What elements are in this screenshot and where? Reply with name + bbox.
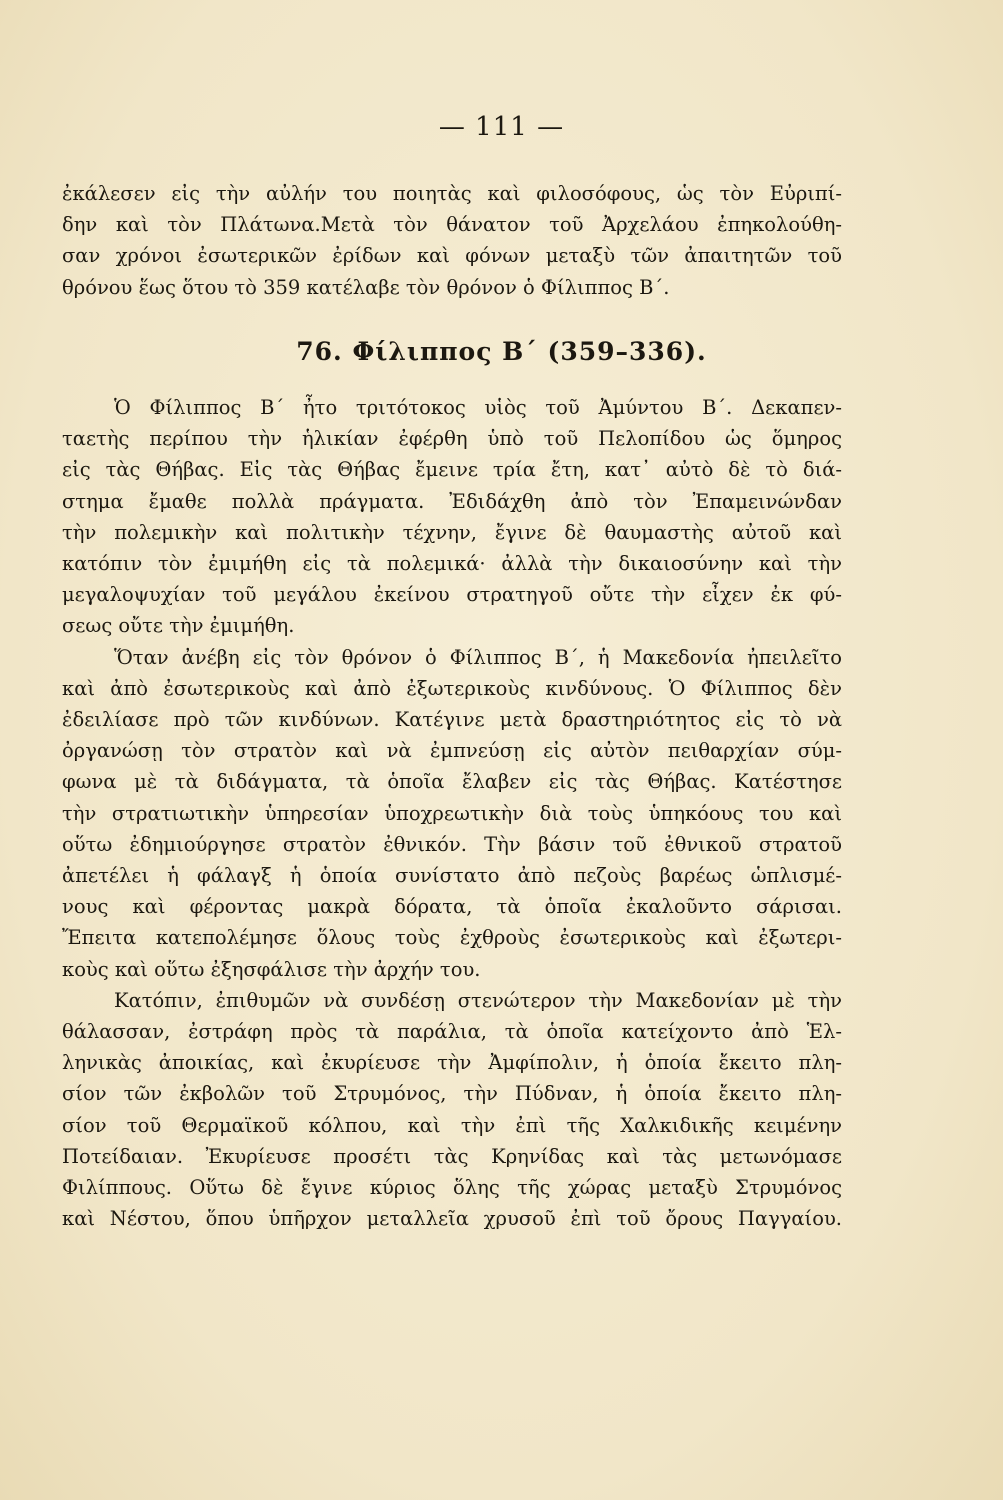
text-line: δην καὶ τὸν Πλάτωνα.Μετὰ τὸν θάνατον τοῦ Ἀρχελάου ἐπηκολούθη- (62, 213, 842, 237)
text-line: ἀπετέλει ἡ φάλαγξ ἡ ὁποία συνίστατο ἀπὸ πεζοὺς βαρέως ὡπλισμέ- (62, 864, 842, 888)
text-line: ὀργανώσῃ τὸν στρατὸν καὶ νὰ ἐμπνεύσῃ εἰς αὐτὸν πειθαρχίαν σύμ- (62, 739, 842, 763)
text-line: φωνα μὲ τὰ διδάγματα, τὰ ὁποῖα ἔλαβεν εἰς τὰς Θήβας. Κατέστησε (62, 770, 842, 794)
text-line: Ἔπειτα κατεπολέμησε ὅλους τοὺς ἐχθροὺς ἐσωτερικοὺς καὶ ἐξωτερι- (62, 926, 842, 950)
section-body (62, 392, 842, 1234)
text-line: στημα ἔμαθε πολλὰ πράγματα. Ἐδιδάχθη ἀπὸ τὸν Ἐπαμεινώνδαν (62, 489, 842, 513)
text-line: σίον τοῦ Θερμαϊκοῦ κόλπου, καὶ τὴν ἐπὶ τῆς Χαλκιδικῆς κειμένην (62, 1113, 842, 1137)
text-line: Ὅταν ἀνέβη εἰς τὸν θρόνον ὁ Φίλιππος Β΄, ἡ Μακεδονία ἠπειλεῖτο (114, 645, 842, 669)
text-line: θάλασσαν, ἐστράφη πρὸς τὰ παράλια, τὰ ὁποῖα κατείχοντο ἀπὸ Ἑλ- (62, 1020, 842, 1044)
text-line: μεγαλοψυχίαν τοῦ μεγάλου ἐκείνου στρατηγοῦ οὔτε τὴν εἶχεν ἐκ φύ- (62, 583, 842, 607)
text-line: τὴν πολεμικὴν καὶ πολιτικὴν τέχνην, ἔγινε δὲ θαυμαστὴς αὐτοῦ καὶ (62, 520, 842, 544)
text-line: Φιλίππους. Οὕτω δὲ ἔγινε κύριος ὅλης τῆς χώρας μεταξὺ Στρυμόνος (62, 1176, 842, 1200)
text-line: Ὁ Φίλιππος Β΄ ἦτο τριτότοκος υἱὸς τοῦ Ἀμύντου Β΄. Δεκαπεν- (114, 396, 842, 419)
text-line: κατόπιν τὸν ἐμιμήθη εἰς τὰ πολεμικά· ἀλλὰ τὴν δικαιοσύνην καὶ τὴν (62, 552, 842, 576)
text-line: Κατόπιν, ἐπιθυμῶν νὰ συνδέσῃ στενώτερον τὴν Μακεδονίαν μὲ τὴν (114, 988, 842, 1012)
page-number: — 111 — (438, 112, 565, 142)
text-line: ἐκάλεσεν εἰς τὴν αὐλήν του ποιητὰς καὶ φιλοσόφους, ὡς τὸν Εὐριπί- (62, 182, 842, 205)
section-heading: 76. Φίλιππος Β΄ (359–336). (296, 337, 707, 366)
text-line: ληνικὰς ἀποικίας, καὶ ἐκυρίευσε τὴν Ἀμφίπολιν, ἡ ὁποία ἔκειτο πλη- (62, 1051, 842, 1075)
text-line: τὴν στρατιωτικὴν ὑπηρεσίαν ὑποχρεωτικὴν διὰ τοὺς ὑπηκόους του καὶ (62, 801, 842, 825)
text-line: σαν χρόνοι ἐσωτερικῶν ἐρίδων καὶ φόνων μεταξὺ τῶν ἀπαιτητῶν τοῦ (62, 244, 842, 268)
text-line: κοὺς καὶ οὕτω ἐξησφάλισε τὴν ἀρχήν του. (62, 957, 481, 981)
intro-paragraph (62, 178, 842, 303)
text-line: καὶ ἀπὸ ἐσωτερικοὺς καὶ ἀπὸ ἐξωτερικοὺς κινδύνους. Ὁ Φίλιππος δὲν (62, 676, 842, 700)
text-line: εἰς τὰς Θήβας. Εἰς τὰς Θήβας ἔμεινε τρία ἔτη, κατ᾽ αὐτὸ δὲ τὸ διά- (62, 458, 842, 482)
text-line: θρόνου ἕως ὅτου τὸ 359 κατέλαβε τὸν θρόνον ὁ Φίλιππος Β΄. (62, 275, 670, 299)
text-line: σίον τῶν ἐκβολῶν τοῦ Στρυμόνος, τὴν Πύδναν, ἡ ὁποία ἔκειτο πλη- (62, 1082, 842, 1106)
text-line: οὕτω ἐδημιούργησε στρατὸν ἐθνικόν. Τὴν βάσιν τοῦ ἐθνικοῦ στρατοῦ (62, 832, 842, 856)
text-line: ἐδειλίασε πρὸ τῶν κινδύνων. Κατέγινε μετὰ δραστηριότητος εἰς τὸ νὰ (62, 708, 842, 732)
text-line: νους καὶ φέροντας μακρὰ δόρατα, τὰ ὁποῖα ἐκαλοῦντο σάρισαι. (62, 895, 842, 919)
text-line: ταετὴς περίπου τὴν ἡλικίαν ἐφέρθη ὑπὸ τοῦ Πελοπίδου ὡς ὅμηρος (62, 427, 842, 451)
text-line: σεως οὔτε τὴν ἐμιμήθη. (62, 614, 295, 638)
text-line: Ποτείδαιαν. Ἐκυρίευσε προσέτι τὰς Κρηνίδας καὶ τὰς μετωνόμασε (62, 1144, 842, 1168)
text-line: καὶ Νέστου, ὅπου ὑπῆρχον μεταλλεῖα χρυσοῦ ἐπὶ τοῦ ὄρους Παγγαίου. (62, 1207, 842, 1231)
